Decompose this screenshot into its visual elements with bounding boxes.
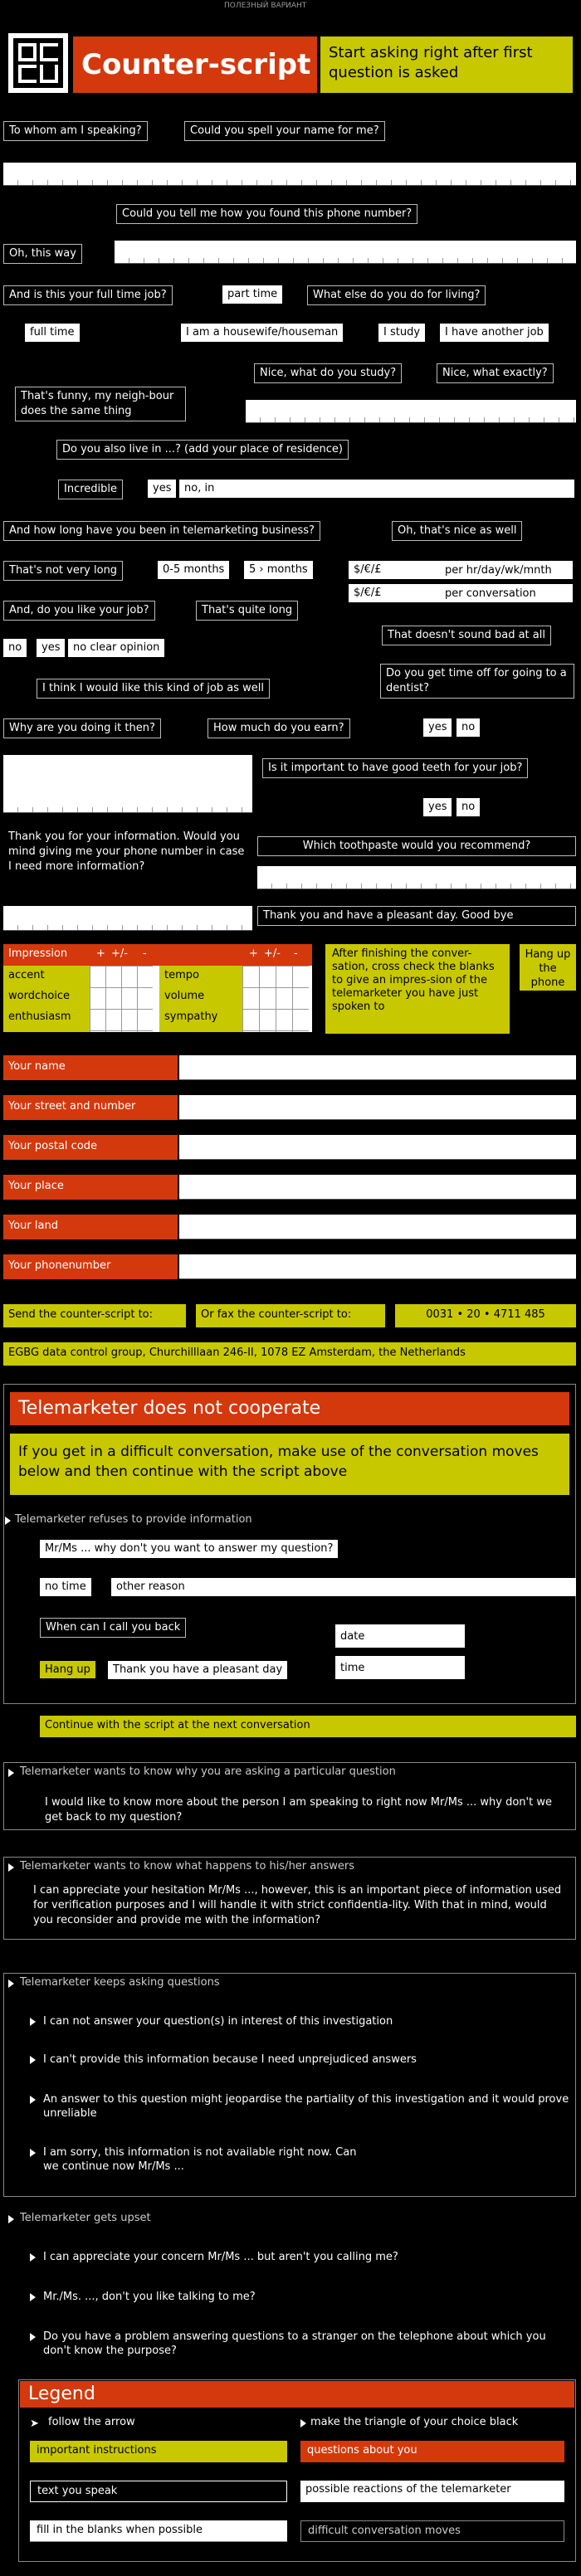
input-place[interactable]	[179, 1175, 576, 1200]
s5-b3: Do you have a problem answering questions to a stranger on the telephone about which you don't know the purpose?	[43, 2330, 546, 2357]
triangle-icon-9[interactable]	[8, 2215, 14, 2223]
q-thats-nice: Oh, that's nice as well	[392, 521, 522, 541]
legend-arrow: follow the arrow	[48, 2416, 135, 2428]
s2-text: I would like to know more about the person I am speaking to right now Mr/Ms ... why don't we get back to my question?	[45, 1796, 552, 1824]
legend-fill: fill in the blanks when possible	[30, 2520, 287, 2542]
q-oh-this-way: Oh, this way	[3, 244, 82, 264]
q-good-bye: Thank you and have a pleasant day. Good bye	[257, 906, 576, 926]
minus-col: -	[143, 947, 147, 960]
s1-hangup: Hang up	[40, 1661, 95, 1678]
legend-triangle: make the triangle of your choice black	[310, 2416, 519, 2428]
page-title: Counter-script	[73, 37, 317, 93]
q-whom: To whom am I speaking?	[3, 121, 148, 141]
q-how-long: And how long have you been in telemarketing business?	[3, 521, 320, 541]
s1-title: Telemarketer refuses to provide information	[15, 1513, 252, 1526]
label-phone: Your phonenumber	[3, 1254, 178, 1279]
opt-yes-teeth[interactable]: yes	[423, 798, 452, 816]
legend-difficult: difficult conversation moves	[300, 2520, 564, 2542]
triangle-icon-8[interactable]	[30, 2149, 36, 2157]
fax-to: Or fax the counter-script to:	[196, 1304, 385, 1327]
coop-intro: If you get in a difficult conversation, make use of the conversation moves below and then continue with the script above	[10, 1434, 569, 1495]
triangle-icon-4[interactable]	[8, 1979, 14, 1988]
study-field[interactable]	[246, 400, 576, 423]
input-phone[interactable]	[179, 1254, 576, 1279]
s1-no-time[interactable]: no time	[40, 1578, 91, 1596]
name-field[interactable]	[3, 163, 576, 186]
q-what-else: What else do you do for living?	[307, 285, 486, 305]
imp-enthusiasm: enthusiasm	[8, 1010, 71, 1023]
opt-no-teeth[interactable]: no	[456, 798, 480, 816]
phone-field[interactable]	[3, 906, 252, 931]
triangle-icon[interactable]	[5, 1517, 11, 1525]
pm-col-2: +/-	[264, 947, 281, 960]
impression-grid[interactable]	[90, 966, 153, 1032]
s5-b2: Mr./Ms. ..., don't you like talking to me?	[43, 2291, 256, 2303]
s2-title: Telemarketer wants to know why you are asking a particular question	[20, 1765, 396, 1778]
input-street[interactable]	[179, 1095, 576, 1120]
q-live-in: Do you also live in ...? (add your place of residence)	[56, 440, 349, 460]
legend-important: important instructions	[30, 2441, 287, 2462]
per1: per hr/day/wk/mnth	[445, 564, 552, 577]
plus-col: +	[96, 947, 105, 960]
minus-col-2: -	[294, 947, 298, 960]
opt-no-in[interactable]: no, in	[179, 480, 574, 498]
opt-no-clear[interactable]: no clear opinion	[68, 639, 164, 657]
q-spell: Could you spell your name for me?	[184, 121, 385, 141]
opt-study[interactable]: I study	[378, 324, 425, 342]
toothpaste-field[interactable]	[257, 866, 576, 889]
s1-other[interactable]: other reason	[111, 1578, 576, 1596]
s1-when: When can I call you back	[40, 1618, 186, 1638]
label-land: Your land	[3, 1215, 178, 1239]
fax-number: 0031 • 20 • 4711 485	[395, 1304, 576, 1327]
s5-title: Telemarketer gets upset	[20, 2212, 151, 2224]
imp-volume: volume	[164, 990, 205, 1002]
label-name: Your name	[3, 1055, 178, 1080]
per2: per conversation	[445, 587, 536, 600]
opt-housewife[interactable]: I am a housewife/houseman	[181, 324, 343, 342]
opt-yes-dentist[interactable]: yes	[423, 718, 452, 737]
triangle-icon-10[interactable]	[30, 2253, 36, 2262]
opt-yes-live[interactable]: yes	[148, 480, 176, 498]
q-teeth: Is it important to have good teeth for your job?	[262, 758, 528, 778]
address: EGBG data control group, Churchilllaan 246-II, 1078 EZ Amsterdam, the Netherlands	[3, 1342, 576, 1366]
q-like-kind: I think I would like this kind of job as well	[37, 679, 270, 699]
opt-yes[interactable]: yes	[37, 639, 65, 657]
imp-accent: accent	[8, 969, 45, 981]
s3-title: Telemarketer wants to know what happens to his/her answers	[20, 1860, 355, 1872]
label-postal: Your postal code	[3, 1135, 178, 1160]
q-funny: That's funny, my neigh-bour does the same thing	[15, 387, 186, 421]
q-how-much: How much do you earn?	[208, 718, 350, 738]
q-why: Why are you doing it then?	[3, 718, 161, 738]
triangle-icon-11[interactable]	[30, 2293, 36, 2301]
triangle-icon-6[interactable]	[30, 2056, 36, 2064]
arrow-icon: ➤	[30, 2418, 39, 2430]
input-name[interactable]	[179, 1055, 576, 1080]
q-not-long: That's not very long	[3, 561, 123, 581]
why-field[interactable]	[3, 755, 252, 813]
logo	[8, 33, 68, 93]
money2[interactable]: $/€/£	[349, 584, 573, 602]
opt-full-time[interactable]: full time	[25, 324, 80, 342]
triangle-icon-5[interactable]	[30, 2018, 36, 2026]
s1-why-not: Mr/Ms ... why don't you want to answer my question?	[40, 1540, 338, 1558]
q-what-exactly: Nice, what exactly?	[437, 363, 554, 383]
q-not-bad: That doesn't sound bad at all	[382, 626, 551, 645]
triangle-icon-7[interactable]	[30, 2096, 36, 2104]
q-incredible: Incredible	[58, 480, 123, 499]
imp-wordchoice: wordchoice	[8, 990, 71, 1002]
s5-b1: I can appreciate your concern Mr/Ms ... but aren't you calling me?	[43, 2251, 398, 2263]
legend-reactions: possible reactions of the telemarketer	[300, 2481, 564, 2502]
impression-grid-2[interactable]	[242, 966, 309, 1032]
s4-b1: I can not answer your question(s) in interest of this investigation	[43, 2015, 393, 2028]
money1[interactable]: $/€/£	[349, 561, 573, 579]
send-to: Send the counter-script to:	[3, 1304, 186, 1327]
triangle-icon-3[interactable]	[8, 1863, 14, 1872]
s1-pleasant: Thank you have a pleasant day	[108, 1661, 287, 1679]
opt-0-5-months[interactable]: 0-5 months	[158, 561, 229, 579]
top-label: ПОЛЕЗНЫЙ ВАРИАНТ	[224, 2, 307, 10]
s4-b2: I can't provide this information because I need unprejudiced answers	[43, 2053, 417, 2066]
q-like-job: And, do you like your job?	[3, 601, 155, 621]
label-place: Your place	[3, 1175, 178, 1200]
legend-speak: text you speak	[30, 2481, 287, 2502]
q-fulltime: And is this your full time job?	[3, 285, 173, 305]
pm-col: +/-	[111, 947, 128, 960]
subtitle: Start asking right after first question is asked	[320, 37, 573, 93]
legend-title: Legend	[20, 2381, 574, 2408]
coop-title: Telemarketer does not cooperate	[10, 1392, 569, 1425]
s4-title: Telemarketer keeps asking questions	[20, 1976, 220, 1989]
opt-no-dentist[interactable]: no	[456, 718, 480, 737]
found-field[interactable]	[115, 241, 576, 264]
q-what-study: Nice, what do you study?	[254, 363, 402, 383]
opt-part-time[interactable]: part time	[222, 285, 282, 304]
imp-tempo: tempo	[164, 969, 199, 981]
opt-another-job[interactable]: I have another job	[440, 324, 549, 342]
plus-col-2: +	[249, 947, 258, 960]
q-found: Could you tell me how you found this phone number?	[116, 204, 417, 224]
s1-time[interactable]: time	[335, 1656, 465, 1679]
triangle-icon-12[interactable]	[30, 2333, 36, 2341]
s1-date[interactable]: date	[335, 1624, 465, 1648]
input-postal[interactable]	[179, 1135, 576, 1160]
opt-5-months[interactable]: 5 › months	[244, 561, 313, 579]
s4-b3: An answer to this question might jeopardise the partiality of this investigation and it would prove unreliable	[43, 2093, 569, 2120]
s4-b4: I am sorry, this information is not available right now. Can we continue now Mr/Ms ...	[43, 2146, 357, 2173]
triangle-icon-2[interactable]	[8, 1769, 14, 1777]
legend-triangle-icon[interactable]	[300, 2419, 306, 2427]
legend-about-you: questions about you	[300, 2441, 564, 2462]
impression-note: After finishing the conver-sation, cross check the blanks to give an impres-sion of the telemarketer you have just spoken to	[325, 944, 510, 1034]
label-street: Your street and number	[3, 1095, 178, 1120]
s1-continue: Continue with the script at the next conversation	[40, 1716, 576, 1737]
q-thank-info: Thank you for your information. Would you mind giving me your phone number in case I need more information?	[3, 828, 252, 876]
q-dentist: Do you get time off for going to a dentist?	[380, 664, 574, 699]
q-toothpaste: Which toothpaste would you recommend?	[257, 836, 576, 856]
imp-sympathy: sympathy	[164, 1010, 218, 1023]
s3-text: I can appreciate your hesitation Mr/Ms ..., however, this is an important piece of information used for verification purposes and I will handle it with strict confidentia-lity. With that in mind, would you reconsider and provide me with the information?	[33, 1884, 562, 1926]
hangup-phone: Hang up the phone	[520, 944, 576, 991]
impression-header: Impression	[8, 947, 68, 960]
opt-no[interactable]: no	[3, 639, 27, 657]
q-quite-long: That's quite long	[196, 601, 298, 621]
input-land[interactable]	[179, 1215, 576, 1239]
